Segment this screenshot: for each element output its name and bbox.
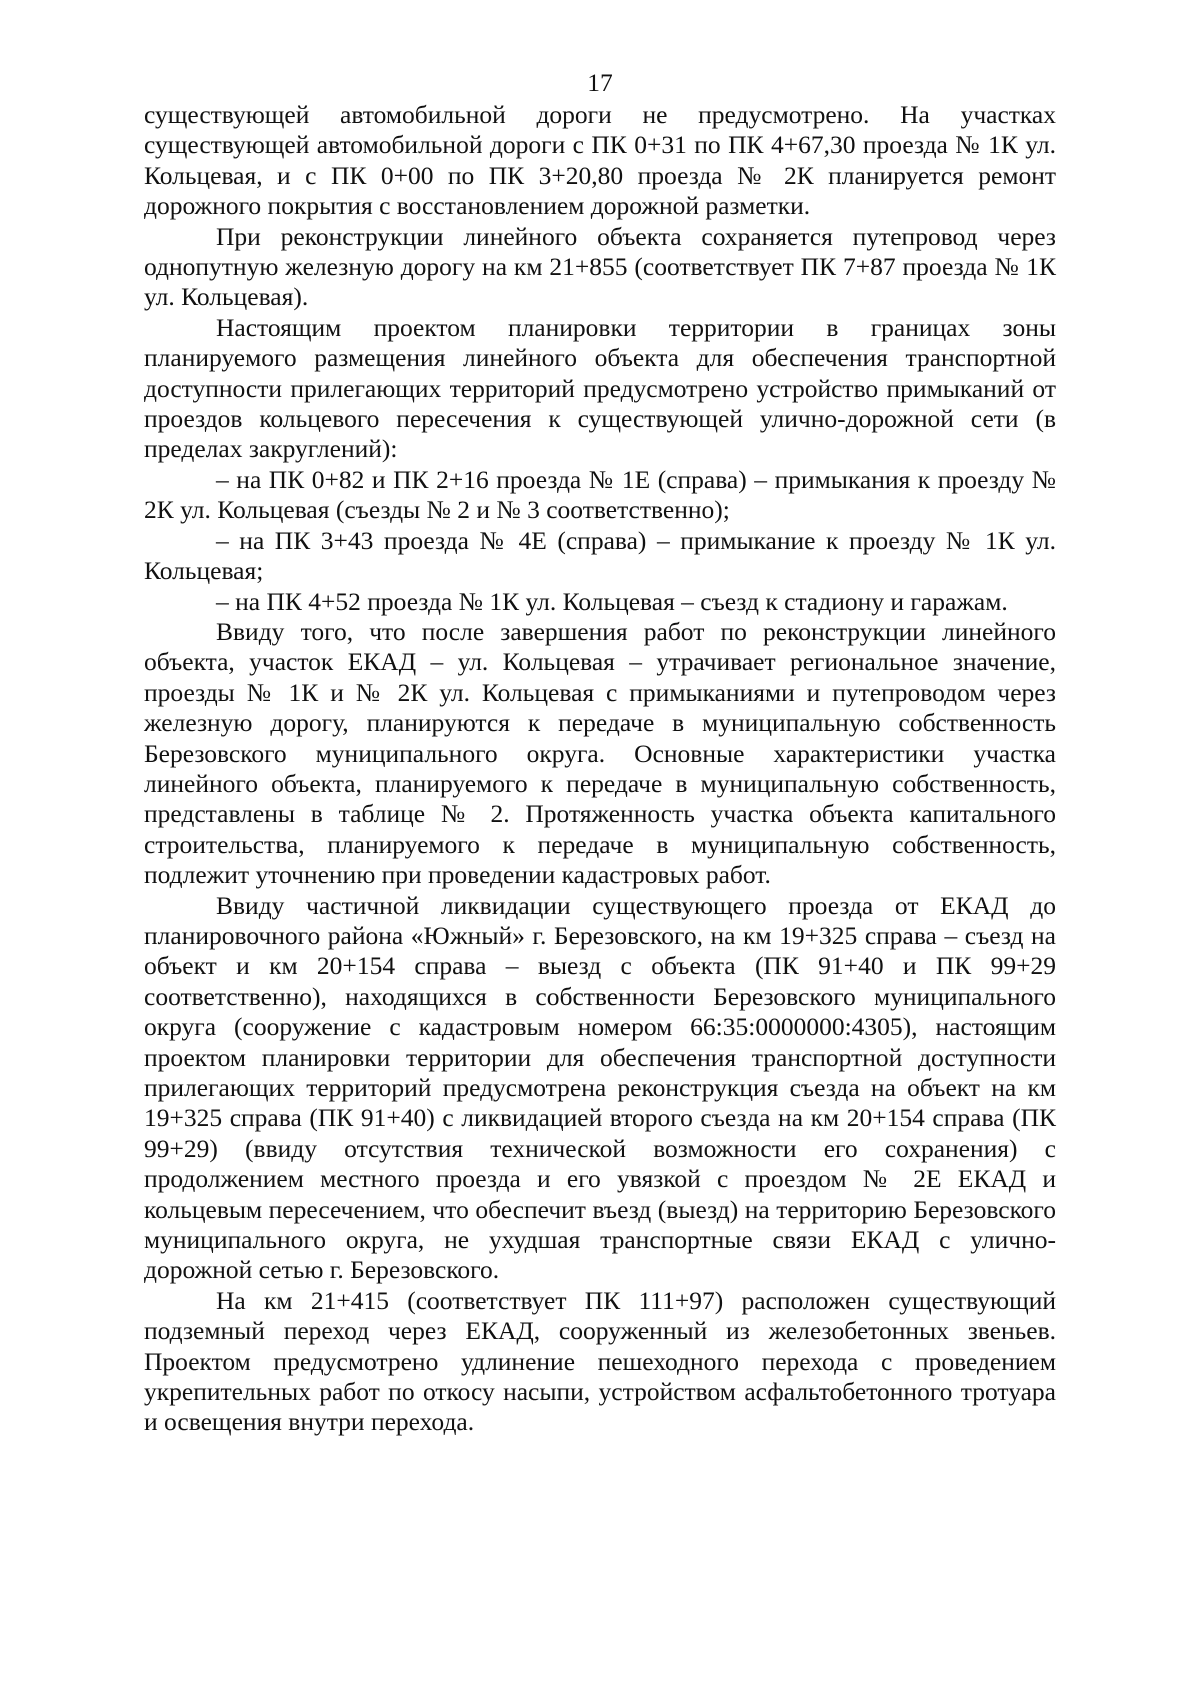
list-item-junction-3: – на ПК 4+52 проезда № 1К ул. Кольцевая – съезд к стадиону и гаражам. (216, 586, 1008, 616)
paragraph-exit-reconstruction: Ввиду частичной ликвидации существующего проезда от ЕКАД до планировочного района «Южный» г. Березовского, на км 19+325 справа – съезд на объект и км 20+154 справа – выезд с объекта (ПК 91+40 и ПК 99+29 соответственно), находящихся в собственности Березовского муниципального округа (сооружение с кадастровым номером 66:35:0000000:4305), настоящим проектом планировки территории для обеспечения транспортной доступности прилегающих территорий предусмотрена реконструкция съезда на объект на км 19+325 справа (ПК 91+40) с ликвидацией второго съезда на км 20+154 справа (ПК 99+29) (ввиду отсутствия технической возможности его сохранения) с продолжением местного проезда и его увязкой с проездом № 2Е ЕКАД и кольцевым пересечением, что обеспечит въезд (выезд) на территорию Березовского муниципального округа, не ухудшая транспортные связи ЕКАД с улично-дорожной сетью г. Березовского. (144, 890, 1056, 1285)
paragraph-road-repair: существующей автомобильной дороги не предусмотрено. На участках существующей автомобильной дороги с ПК 0+31 по ПК 4+67,30 проезда № 1К ул. Кольцевая, и с ПК 0+00 по ПК 3+20,80 проезда № 2К планируется ремонт дорожного покрытия с восстановлением дорожной разметки. (144, 100, 1056, 221)
paragraph-junctions: Настоящим проектом планировки территории в границах зоны планируемого размещения линейного объекта для обеспечения транспортной доступности прилегающих территорий предусмотрено устройство примыканий от проездов кольцевого пересечения к существующей улично-дорожной сети (в пределах закруглений): (144, 312, 1056, 464)
page-number: 17 (587, 68, 613, 97)
list-item-junction-2: – на ПК 3+43 проезда № 4Е (справа) – примыкание к проезду № 1К ул. Кольцевая; (144, 525, 1056, 586)
paragraph-underpass: На км 21+415 (соответствует ПК 111+97) расположен существующий подземный переход через ЕКАД, сооруженный из железобетонных звеньев. Проектом предусмотрено удлинение пешеходного перехода с проведением укрепительных работ по откосу насыпи, устройством асфальтобетонного тротуара и освещения внутри перехода. (144, 1285, 1056, 1437)
document-page (144, 68, 1056, 1438)
list-item-junction-1: – на ПК 0+82 и ПК 2+16 проезда № 1Е (справа) – примыкания к проезду № 2К ул. Кольцевая (съезды № 2 и № 3 соответственно); (144, 464, 1056, 525)
paragraph-municipal-transfer: Ввиду того, что после завершения работ по реконструкции линейного объекта, участок ЕКАД – ул. Кольцевая – утрачивает региональное значение, проезды № 1К и № 2К ул. Кольцевая с примыканиями и путепроводом через железную дорогу, планируются к передаче в муниципальную собственность Березовского муниципального округа. Основные характеристики участка линейного объекта, планируемого к передаче в муниципальную собственность, представлены в таблице № 2. Протяженность участка объекта капитального строительства, планируемого к передаче в муниципальную собственность, подлежит уточнению при проведении кадастровых работ. (144, 616, 1056, 890)
paragraph-overpass: При реконструкции линейного объекта сохраняется путепровод через однопутную железную дорогу на км 21+855 (соответствует ПК 7+87 проезда № 1К ул. Кольцевая). (144, 221, 1056, 312)
